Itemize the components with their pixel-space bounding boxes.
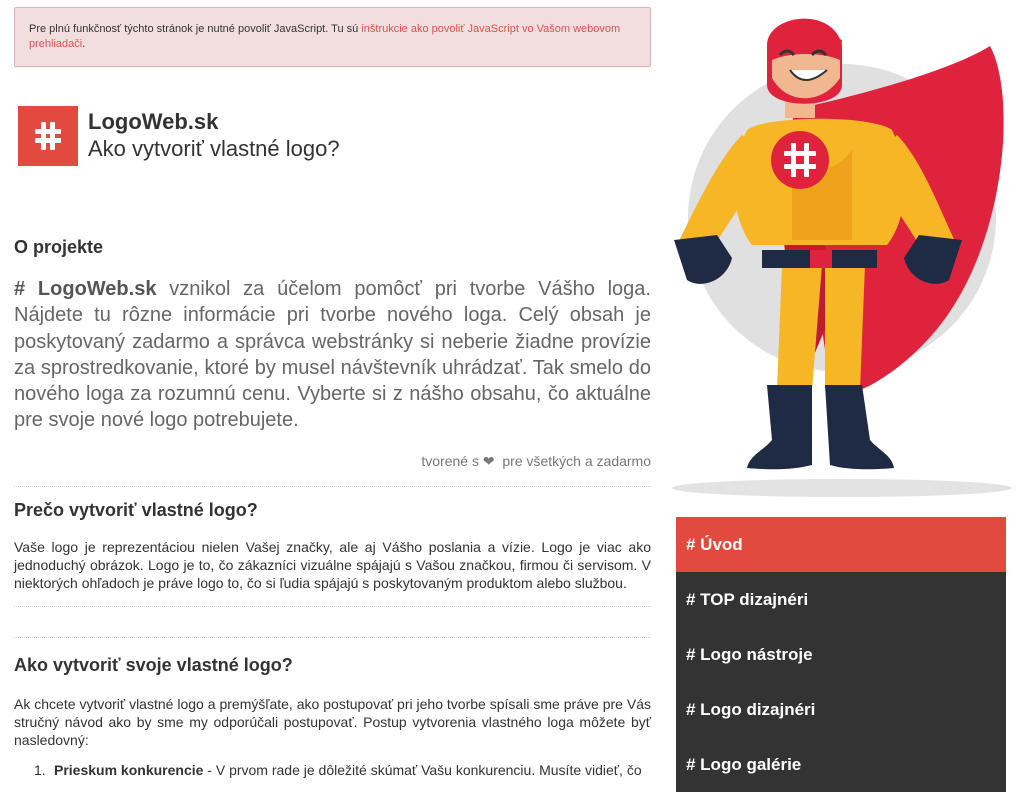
nav-item-uvod[interactable]: # Úvod [676,517,1006,572]
list-number: 1. [34,762,46,778]
how-text: Ak chcete vytvoriť vlastné logo a premýšľate, ako postupovať pri jeho tvorbe spísali sme práve pre Vás stručný návod ako by sme my odporúčali postupovať. Postup vytvorenia vlastného loga môžete byť nasledovný: [14,696,651,748]
site-tagline: Ako vytvoriť vlastné logo? [88,136,340,161]
javascript-alert [14,7,651,67]
divider [14,637,651,638]
about-title: O projekte [14,237,104,257]
why-section [14,500,651,638]
list-item [14,761,651,779]
nav-item-logo-nastroje[interactable]: # Logo nástroje [676,627,1006,682]
why-text: Vaše logo je reprezentáciou nielen Vašej značky, ale aj Vášho poslania a vízie. Logo je viac ako jednoduchý obrázok. Logo je to, čo zákazníci vizuálne spájajú s Vašou značkou, firmou či servisom. V niektorých ohľadoch je práve logo to, čo si ľudia spájajú s poskytovaným produktom alebo službou. [14,539,651,591]
alert-text: Pre plnú funkčnosť týchto stránok je nutné povoliť JavaScript. Tu sú [29,23,362,35]
divider [14,606,651,607]
about-lead-brand: # LogoWeb.sk [14,278,157,300]
alert-instructions-link[interactable]: inštrukcie ako povoliť JavaScript vo Vašom webovom prehliadači [29,23,621,50]
nav-item-logo-dizajneri[interactable]: # Logo dizajnéri [676,682,1006,737]
about-lead [14,276,651,434]
nav-item-logo-galerie[interactable]: # Logo galérie [676,737,1006,792]
how-section [14,655,651,779]
heart-icon: ❤ [482,452,495,469]
main-navigation [676,517,1006,792]
made-with-love [14,453,651,470]
superhero-illustration [672,0,1017,505]
main-content [14,7,651,67]
alert-end: . [82,38,86,50]
divider [14,486,651,487]
about-section [14,237,651,487]
made-prefix: tvorené s [421,452,479,469]
site-brand[interactable] [18,106,340,166]
list-item-text: - V prvom rade je dôležité skúmať Vašu konkurenciu. Musíte vidieť, čo [203,762,642,778]
about-lead-text: vznikol za účelom pomôcť pri tvorbe Vášho loga. Nájdete tu rôzne informácie pri tvorbe nového loga. Celý obsah je poskytovaný zadarmo a správca webstránky si neberie žiadne provízie za sprostredkovanie, ktoré by musel návštevník uhrádzať. Tak smelo do nového loga za rozumnú cenu. Vyberte si z nášho obsahu, čo aktuálne pre svoje nové logo potrebujete. [14,278,651,432]
hash-icon [18,106,78,166]
why-title: Prečo vytvoriť vlastné logo? [14,500,258,520]
site-name: LogoWeb.sk [88,109,219,134]
made-suffix: pre všetkých a zadarmo [502,452,651,469]
list-item-title: Prieskum konkurencie [54,762,204,778]
nav-item-top-dizajneri[interactable]: # TOP dizajnéri [676,572,1006,627]
how-title: Ako vytvoriť svoje vlastné logo? [14,655,293,675]
